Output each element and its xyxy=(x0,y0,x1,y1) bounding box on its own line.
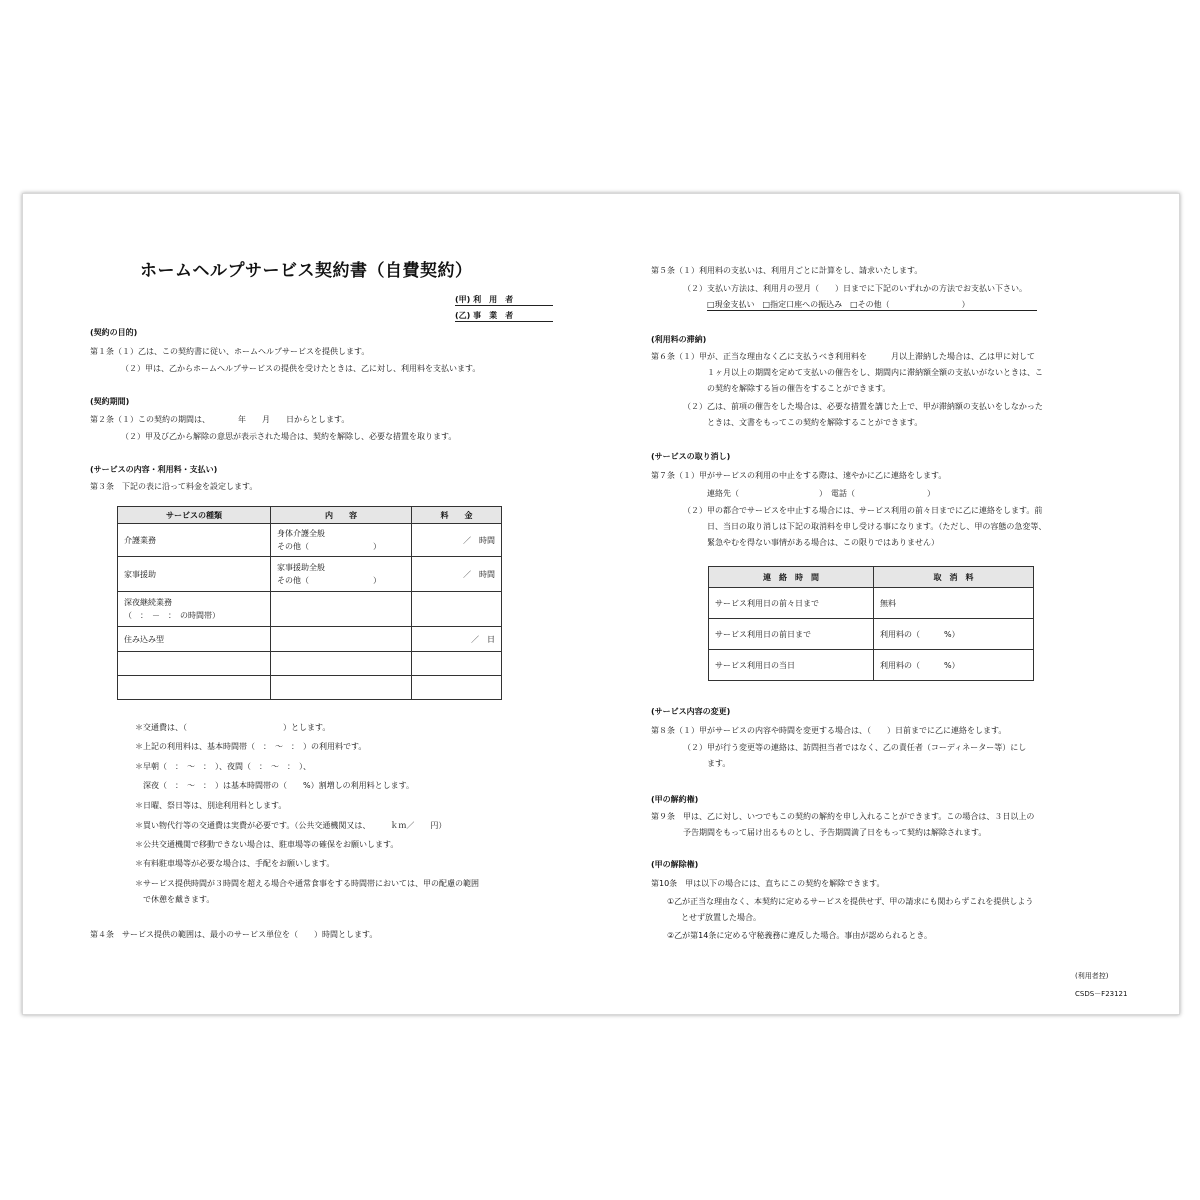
party-provider-label: (乙) 事 業 者 xyxy=(455,310,553,322)
article-9: 第９条 甲は、乙に対し、いつでもこの契約の解約を申し入れることができます。この場合は、３日以上の xyxy=(651,812,1035,821)
table-cell: 無料 xyxy=(874,588,1034,619)
article-6-1-cont: １ヶ月以上の期間を定めて支払いの催告をし、期間内に滞納額全額の支払いがないときは、こ xyxy=(707,368,1043,377)
article-6-2: （２）乙は、前項の催告をした場合は、必要な措置を講じた上で、甲が滞納額の支払いをしなかった xyxy=(683,402,1043,411)
page-title: ホームヘルプサービス契約書（自費契約） xyxy=(140,261,473,281)
article-5-1: 第５条（１）利用料の支払いは、利用月ごとに計算をし、請求いたします。 xyxy=(651,266,923,275)
section-terminate: (甲の解約権) xyxy=(651,795,699,804)
cancellation-fee-table xyxy=(708,566,1034,681)
note-line: ＊上記の利用料は、基本時間帯（ ： ～ ： ）の利用料です。 xyxy=(135,742,367,751)
article-1-2: （２）甲は、乙からホームヘルプサービスの提供を受けたときは、乙に対し、利用料を支払います。 xyxy=(121,364,481,373)
article-7-2: （２）甲の都合でサービスを中止する場合には、サービス利用の前々日までに乙に連絡をします。前 xyxy=(683,506,1043,515)
table-cell: 利用料の（ %） xyxy=(874,619,1034,650)
section-rescind: (甲の解除権) xyxy=(651,860,699,869)
article-2-1: 第２条（１）この契約の期間は、 年 月 日からとします。 xyxy=(90,415,350,424)
party-user-label: (甲) 利 用 者 xyxy=(455,294,553,306)
article-8-1: 第８条（１）甲がサービスの内容や時間を変更する場合は、（ ）日前までに乙に連絡をします。 xyxy=(651,726,1007,735)
note-line: ＊日曜、祭日等は、別途利用料とします。 xyxy=(135,801,287,810)
article-8-2-cont: ます。 xyxy=(707,759,731,768)
table-cell: サービス利用日の前々日まで xyxy=(709,588,874,619)
table-cell: ／ 時間 xyxy=(412,557,502,592)
article-10-item-1-cont: とせず放置した場合。 xyxy=(681,913,761,922)
article-7-2-cont: 緊急やむを得ない事情がある場合は、この限りではありません） xyxy=(707,538,939,547)
article-5-2: （２）支払い方法は、利用月の翌月（ ）日までに下記のいずれかの方法でお支払い下さい。 xyxy=(683,284,1027,293)
table-row xyxy=(118,557,502,592)
contact-fields: 連絡先（ ） 電話（ ） xyxy=(707,489,935,498)
note-line: で休憩を戴きます。 xyxy=(135,895,215,904)
table-row xyxy=(118,524,502,557)
table-row xyxy=(709,650,1034,681)
table-header: 取 消 料 xyxy=(874,567,1034,588)
article-7-1: 第７条（１）甲がサービスの利用の中止をする際は、速やかに乙に連絡をします。 xyxy=(651,471,947,480)
table-cell xyxy=(271,557,412,592)
note-line: ＊公共交通機関で移動できない場合は、駐車場等の確保をお願いします。 xyxy=(135,840,399,849)
note-line: ＊買い物代行等の交通費は実費が必要です。（公共交通機関又は、 ｋｍ／ 円） xyxy=(135,821,447,830)
article-9-cont: 予告期間をもって届け出るものとし、予告期間満了日をもって契約は解除されます。 xyxy=(683,828,987,837)
section-purpose: (契約の目的) xyxy=(90,328,138,337)
table-row xyxy=(118,592,502,627)
contract-sheet xyxy=(22,193,1180,1015)
table-cell xyxy=(412,676,502,700)
table-cell xyxy=(271,652,412,676)
article-10: 第10条 甲は以下の場合には、直ちにこの契約を解除できます。 xyxy=(651,879,885,888)
cell-line: （ ： － ： の時間帯） xyxy=(124,611,220,620)
table-header: 料 金 xyxy=(412,507,502,524)
table-cell: 住み込み型 xyxy=(118,627,271,652)
section-arrears: (利用料の滞納) xyxy=(651,335,707,344)
table-cell xyxy=(271,627,412,652)
form-code: CSDS－F23121 xyxy=(1075,990,1128,998)
table-cell: 介護業務 xyxy=(118,524,271,557)
table-row xyxy=(709,619,1034,650)
cell-line: その他（ ） xyxy=(277,576,381,585)
article-1-1: 第１条（１）乙は、この契約書に従い、ホームヘルプサービスを提供します。 xyxy=(90,347,370,356)
section-period: (契約期間) xyxy=(90,397,130,406)
table-cell: サービス利用日の当日 xyxy=(709,650,874,681)
note-line: ＊早朝（ ： ～ ： ）、夜間（ ： ～ ： ）、 xyxy=(135,762,311,771)
table-cell xyxy=(412,652,502,676)
note-line: ＊有料駐車場等が必要な場合は、手配をお願いします。 xyxy=(135,859,335,868)
section-cancel: (サービスの取り消し) xyxy=(651,452,731,461)
table-header-row xyxy=(709,567,1034,588)
article-2-2: （２）甲及び乙から解除の意思が表示された場合は、契約を解除し、必要な措置を取ります。 xyxy=(121,432,457,441)
cell-line: 深夜継続業務 xyxy=(124,598,172,607)
table-header: 連 絡 時 間 xyxy=(709,567,874,588)
table-cell xyxy=(271,524,412,557)
table-row xyxy=(118,627,502,652)
table-cell: サービス利用日の前日まで xyxy=(709,619,874,650)
article-8-2: （２）甲が行う変更等の連絡は、訪問担当者ではなく、乙の責任者（コーディネーター等）にし xyxy=(683,743,1027,752)
article-6-2-cont: ときは、文書をもってこの契約を解除することができます。 xyxy=(707,418,923,427)
payment-options: □現金支払い □指定口座への振込み □その他（ ） xyxy=(707,299,1037,311)
table-row xyxy=(118,676,502,700)
table-cell xyxy=(412,592,502,627)
service-fee-table xyxy=(117,506,502,700)
article-6-1-cont: の契約を解除する旨の催告をすることができます。 xyxy=(707,384,891,393)
table-header-row xyxy=(118,507,502,524)
table-cell xyxy=(118,592,271,627)
table-cell xyxy=(118,652,271,676)
note-line: ＊交通費は、（ ）とします。 xyxy=(135,723,331,732)
table-cell: ／ 日 xyxy=(412,627,502,652)
note-line: 深夜（ ： ～ ： ）は基本時間帯の（ %）割増しの利用料とします。 xyxy=(135,781,414,790)
table-header: 内 容 xyxy=(271,507,412,524)
article-10-item-2: ②乙が第14条に定める守秘義務に違反した場合。事由が認められるとき。 xyxy=(667,931,933,940)
cell-line: 身体介護全般 xyxy=(277,529,325,538)
cell-line: 家事援助全般 xyxy=(277,563,325,572)
table-row xyxy=(709,588,1034,619)
copy-label: (利用者控) xyxy=(1075,972,1109,980)
table-cell: 利用料の（ %） xyxy=(874,650,1034,681)
table-cell xyxy=(271,592,412,627)
table-cell: 家事援助 xyxy=(118,557,271,592)
cell-line: その他（ ） xyxy=(277,542,381,551)
table-cell xyxy=(271,676,412,700)
article-4: 第４条 サービス提供の範囲は、最小のサービス単位を（ ）時間とします。 xyxy=(90,930,378,939)
section-service: (サービスの内容・利用料・支払い) xyxy=(90,465,218,474)
article-7-2-cont: 日、当日の取り消しは下記の取消料を申し受ける事になります。（ただし、甲の容態の急変等、 xyxy=(707,522,1047,531)
article-10-item-1: ①乙が正当な理由なく、本契約に定めるサービスを提供せず、甲の請求にも関わらずこれを提供しよう xyxy=(667,897,1034,906)
table-cell: ／ 時間 xyxy=(412,524,502,557)
article-3: 第３条 下記の表に沿って料金を設定します。 xyxy=(90,482,258,491)
table-row xyxy=(118,652,502,676)
article-6-1: 第６条（１）甲が、正当な理由なく乙に支払うべき利用料を 月以上滞納した場合は、乙は甲に対して xyxy=(651,352,1035,361)
table-cell xyxy=(118,676,271,700)
note-line: ＊サービス提供時間が３時間を超える場合や通常食事をする時間帯においては、甲の配慮の範囲 xyxy=(135,879,479,888)
table-header: サービスの種類 xyxy=(118,507,271,524)
section-change: (サービス内容の変更) xyxy=(651,707,731,716)
